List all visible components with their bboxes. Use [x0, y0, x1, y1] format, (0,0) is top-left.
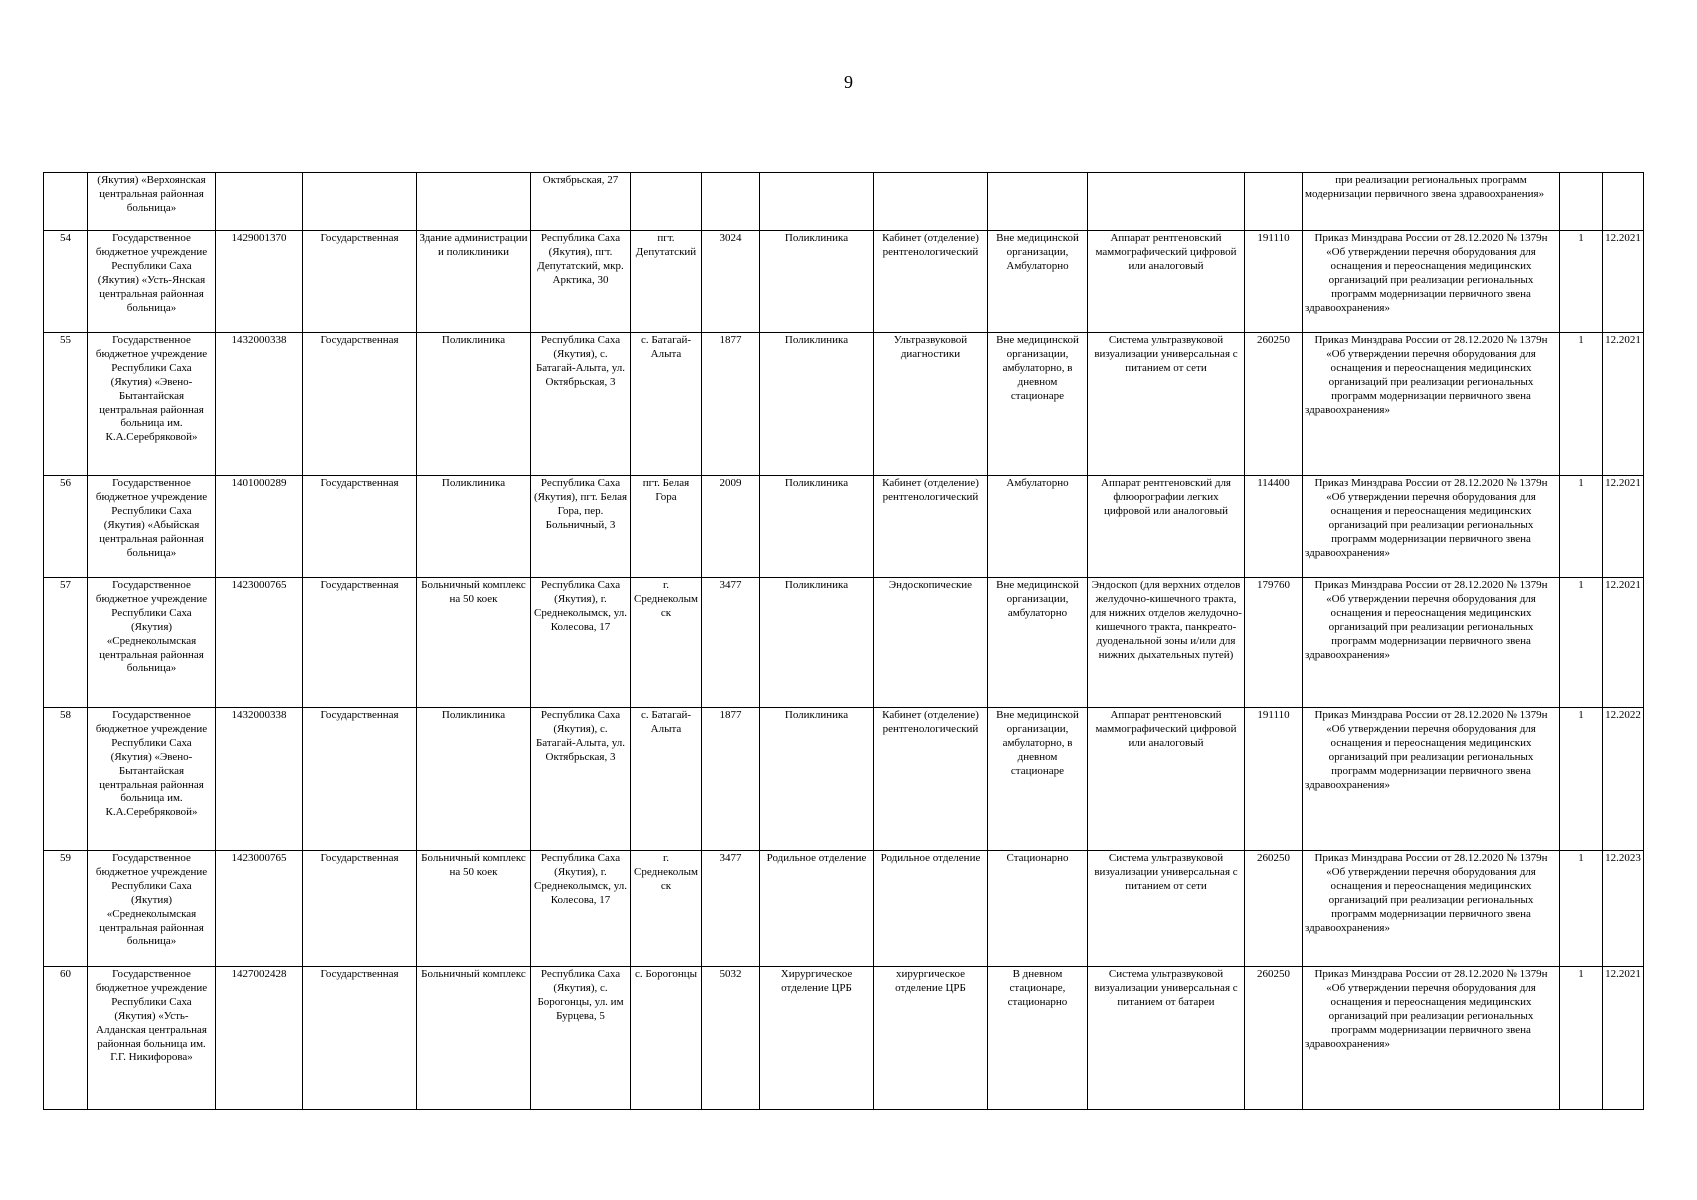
inn-cell: 1432000338 [216, 708, 303, 851]
conditions-cell: Вне медицинской организации, амбулаторно [988, 578, 1088, 708]
table-row [44, 173, 1644, 231]
unit-cell: Поликлиника [760, 708, 874, 851]
legal-basis-cell: Приказ Минздрава России от 28.12.2020 № 1379н «Об утверждении перечня оборудования для оснащения и переоснащения медицинских организаций при реализации региональных программ модернизации первичного звена здравоохранения» [1303, 967, 1560, 1110]
building-cell: Поликлиника [417, 476, 531, 578]
address-cell: Республика Саха (Якутия), с. Батагай-Алыта, ул. Октябрьская, 3 [531, 333, 631, 476]
unit-cell: Поликлиника [760, 476, 874, 578]
equipment-code-cell: 179760 [1245, 578, 1303, 708]
equipment-code-cell: 260250 [1245, 967, 1303, 1110]
address-cell: Республика Саха (Якутия), с. Батагай-Алыта, ул. Октябрьская, 3 [531, 708, 631, 851]
address-cell: Республика Саха (Якутия), с. Борогонцы, ул. им Бурцева, 5 [531, 967, 631, 1110]
organization-cell: Государственное бюджетное учреждение Республики Саха (Якутия) «Среднеколымская центральная районная больница» [88, 851, 216, 967]
delivery-date-cell: 12.2021 [1603, 333, 1644, 476]
quantity-cell: 1 [1560, 231, 1603, 333]
address-cell: Октябрьская, 27 [531, 173, 631, 231]
population-cell: 1877 [702, 708, 760, 851]
row-number: 57 [44, 578, 88, 708]
population-cell [702, 173, 760, 231]
equipment-cell: Аппарат рентгеновский маммографический цифровой или аналоговый [1088, 708, 1245, 851]
equipment-code-cell: 191110 [1245, 708, 1303, 851]
table-row [44, 333, 1644, 476]
quantity-cell: 1 [1560, 851, 1603, 967]
row-number [44, 173, 88, 231]
organization-cell: Государственное бюджетное учреждение Республики Саха (Якутия) «Эвено-Бытантайская центральная районная больница им. К.А.Серебряковой» [88, 333, 216, 476]
quantity-cell: 1 [1560, 708, 1603, 851]
table-row [44, 476, 1644, 578]
quantity-cell: 1 [1560, 578, 1603, 708]
table-row [44, 967, 1644, 1110]
department-cell: Ультразвуковой диагностики [874, 333, 988, 476]
equipment-code-cell: 191110 [1245, 231, 1303, 333]
department-cell: Кабинет (отделение) рентгенологический [874, 476, 988, 578]
ownership-form-cell: Государственная [303, 231, 417, 333]
row-number: 58 [44, 708, 88, 851]
inn-cell: 1423000765 [216, 578, 303, 708]
quantity-cell: 1 [1560, 476, 1603, 578]
organization-cell: Государственное бюджетное учреждение Республики Саха (Якутия) «Усть-Янская центральная районная больница» [88, 231, 216, 333]
ownership-form-cell: Государственная [303, 851, 417, 967]
ownership-form-cell: Государственная [303, 967, 417, 1110]
ownership-form-cell: Государственная [303, 708, 417, 851]
conditions-cell: Вне медицинской организации, амбулаторно, в дневном стационаре [988, 708, 1088, 851]
row-number: 54 [44, 231, 88, 333]
inn-cell [216, 173, 303, 231]
equipment-cell: Система ультразвуковой визуализации универсальная с питанием от сети [1088, 333, 1245, 476]
delivery-date-cell: 12.2021 [1603, 231, 1644, 333]
equipment-cell: Эндоскоп (для верхних отделов желудочно-кишечного тракта, для нижних отделов желудочно-кишечного тракта, панкреато-дуоденальной зоны и/или для нижних дыхательных путей) [1088, 578, 1245, 708]
settlement-cell: пгт. Белая Гора [631, 476, 702, 578]
table-row [44, 708, 1644, 851]
equipment-cell: Система ультразвуковой визуализации универсальная с питанием от батареи [1088, 967, 1245, 1110]
equipment-cell [1088, 173, 1245, 231]
building-cell: Здание администрации и поликлиники [417, 231, 531, 333]
quantity-cell: 1 [1560, 333, 1603, 476]
legal-basis-cell: Приказ Минздрава России от 28.12.2020 № 1379н «Об утверждении перечня оборудования для оснащения и переоснащения медицинских организаций при реализации региональных программ модернизации первичного звена здравоохранения» [1303, 231, 1560, 333]
ownership-form-cell: Государственная [303, 578, 417, 708]
settlement-cell: с. Борогонцы [631, 967, 702, 1110]
legal-basis-cell: Приказ Минздрава России от 28.12.2020 № 1379н «Об утверждении перечня оборудования для оснащения и переоснащения медицинских организаций при реализации региональных программ модернизации первичного звена здравоохранения» [1303, 578, 1560, 708]
delivery-date-cell: 12.2021 [1603, 476, 1644, 578]
organization-cell: Государственное бюджетное учреждение Республики Саха (Якутия) «Усть-Алданская центральная районная больница им. Г.Г. Никифорова» [88, 967, 216, 1110]
equipment-code-cell: 114400 [1245, 476, 1303, 578]
legal-basis-cell: Приказ Минздрава России от 28.12.2020 № 1379н «Об утверждении перечня оборудования для оснащения и переоснащения медицинских организаций при реализации региональных программ модернизации первичного звена здравоохранения» [1303, 851, 1560, 967]
legal-basis-cell: Приказ Минздрава России от 28.12.2020 № 1379н «Об утверждении перечня оборудования для оснащения и переоснащения медицинских организаций при реализации региональных программ модернизации первичного звена здравоохранения» [1303, 708, 1560, 851]
delivery-date-cell [1603, 173, 1644, 231]
department-cell: Кабинет (отделение) рентгенологический [874, 231, 988, 333]
unit-cell: Родильное отделение [760, 851, 874, 967]
population-cell: 3024 [702, 231, 760, 333]
equipment-cell: Аппарат рентгеновский для флюорографии легких цифровой или аналоговый [1088, 476, 1245, 578]
row-number: 60 [44, 967, 88, 1110]
equipment-cell: Система ультразвуковой визуализации универсальная с питанием от сети [1088, 851, 1245, 967]
population-cell: 3477 [702, 578, 760, 708]
equipment-table [43, 172, 1644, 1110]
table-body [44, 173, 1644, 1110]
row-number: 56 [44, 476, 88, 578]
legal-basis-cell: при реализации региональных программ модернизации первичного звена здравоохранения» [1303, 173, 1560, 231]
address-cell: Республика Саха (Якутия), г. Среднеколымск, ул. Колесова, 17 [531, 578, 631, 708]
organization-cell: Государственное бюджетное учреждение Республики Саха (Якутия) «Среднеколымская центральная районная больница» [88, 578, 216, 708]
equipment-code-cell: 260250 [1245, 851, 1303, 967]
department-cell: Кабинет (отделение) рентгенологический [874, 708, 988, 851]
table-row [44, 578, 1644, 708]
organization-cell: (Якутия) «Верхоянская центральная районная больница» [88, 173, 216, 231]
address-cell: Республика Саха (Якутия), пгт. Депутатский, мкр. Арктика, 30 [531, 231, 631, 333]
settlement-cell: г. Среднеколымск [631, 578, 702, 708]
row-number: 59 [44, 851, 88, 967]
address-cell: Республика Саха (Якутия), пгт. Белая Гора, пер. Больничный, 3 [531, 476, 631, 578]
population-cell: 2009 [702, 476, 760, 578]
row-number: 55 [44, 333, 88, 476]
settlement-cell: с. Батагай-Алыта [631, 333, 702, 476]
unit-cell: Поликлиника [760, 333, 874, 476]
address-cell: Республика Саха (Якутия), г. Среднеколымск, ул. Колесова, 17 [531, 851, 631, 967]
table-row [44, 851, 1644, 967]
unit-cell: Поликлиника [760, 578, 874, 708]
settlement-cell: г. Среднеколымск [631, 851, 702, 967]
inn-cell: 1401000289 [216, 476, 303, 578]
ownership-form-cell: Государственная [303, 333, 417, 476]
department-cell: Родильное отделение [874, 851, 988, 967]
population-cell: 1877 [702, 333, 760, 476]
inn-cell: 1429001370 [216, 231, 303, 333]
building-cell: Больничный комплекс на 50 коек [417, 578, 531, 708]
delivery-date-cell: 12.2021 [1603, 967, 1644, 1110]
department-cell: хирургическое отделение ЦРБ [874, 967, 988, 1110]
quantity-cell [1560, 173, 1603, 231]
page-number: 9 [844, 72, 853, 92]
department-cell [874, 173, 988, 231]
conditions-cell: Вне медицинской организации, Амбулаторно [988, 231, 1088, 333]
building-cell: Поликлиника [417, 333, 531, 476]
quantity-cell: 1 [1560, 967, 1603, 1110]
unit-cell [760, 173, 874, 231]
building-cell: Больничный комплекс [417, 967, 531, 1110]
building-cell: Больничный комплекс на 50 коек [417, 851, 531, 967]
delivery-date-cell: 12.2021 [1603, 578, 1644, 708]
equipment-code-cell: 260250 [1245, 333, 1303, 476]
settlement-cell: с. Батагай-Алыта [631, 708, 702, 851]
inn-cell: 1432000338 [216, 333, 303, 476]
conditions-cell: Вне медицинской организации, амбулаторно, в дневном стационаре [988, 333, 1088, 476]
legal-basis-cell: Приказ Минздрава России от 28.12.2020 № 1379н «Об утверждении перечня оборудования для оснащения и переоснащения медицинских организаций при реализации региональных программ модернизации первичного звена здравоохранения» [1303, 333, 1560, 476]
legal-basis-cell: Приказ Минздрава России от 28.12.2020 № 1379н «Об утверждении перечня оборудования для оснащения и переоснащения медицинских организаций при реализации региональных программ модернизации первичного звена здравоохранения» [1303, 476, 1560, 578]
table-row [44, 231, 1644, 333]
conditions-cell: В дневном стационаре, стационарно [988, 967, 1088, 1110]
ownership-form-cell: Государственная [303, 476, 417, 578]
unit-cell: Поликлиника [760, 231, 874, 333]
building-cell: Поликлиника [417, 708, 531, 851]
ownership-form-cell [303, 173, 417, 231]
inn-cell: 1423000765 [216, 851, 303, 967]
settlement-cell: пгт. Депутатский [631, 231, 702, 333]
organization-cell: Государственное бюджетное учреждение Республики Саха (Якутия) «Абыйская центральная районная больница» [88, 476, 216, 578]
conditions-cell: Стационарно [988, 851, 1088, 967]
delivery-date-cell: 12.2022 [1603, 708, 1644, 851]
equipment-cell: Аппарат рентгеновский маммографический цифровой или аналоговый [1088, 231, 1245, 333]
equipment-code-cell [1245, 173, 1303, 231]
building-cell [417, 173, 531, 231]
organization-cell: Государственное бюджетное учреждение Республики Саха (Якутия) «Эвено-Бытантайская центральная районная больница им. К.А.Серебряковой» [88, 708, 216, 851]
settlement-cell [631, 173, 702, 231]
delivery-date-cell: 12.2023 [1603, 851, 1644, 967]
conditions-cell: Амбулаторно [988, 476, 1088, 578]
population-cell: 5032 [702, 967, 760, 1110]
conditions-cell [988, 173, 1088, 231]
inn-cell: 1427002428 [216, 967, 303, 1110]
population-cell: 3477 [702, 851, 760, 967]
department-cell: Эндоскопические [874, 578, 988, 708]
unit-cell: Хирургическое отделение ЦРБ [760, 967, 874, 1110]
